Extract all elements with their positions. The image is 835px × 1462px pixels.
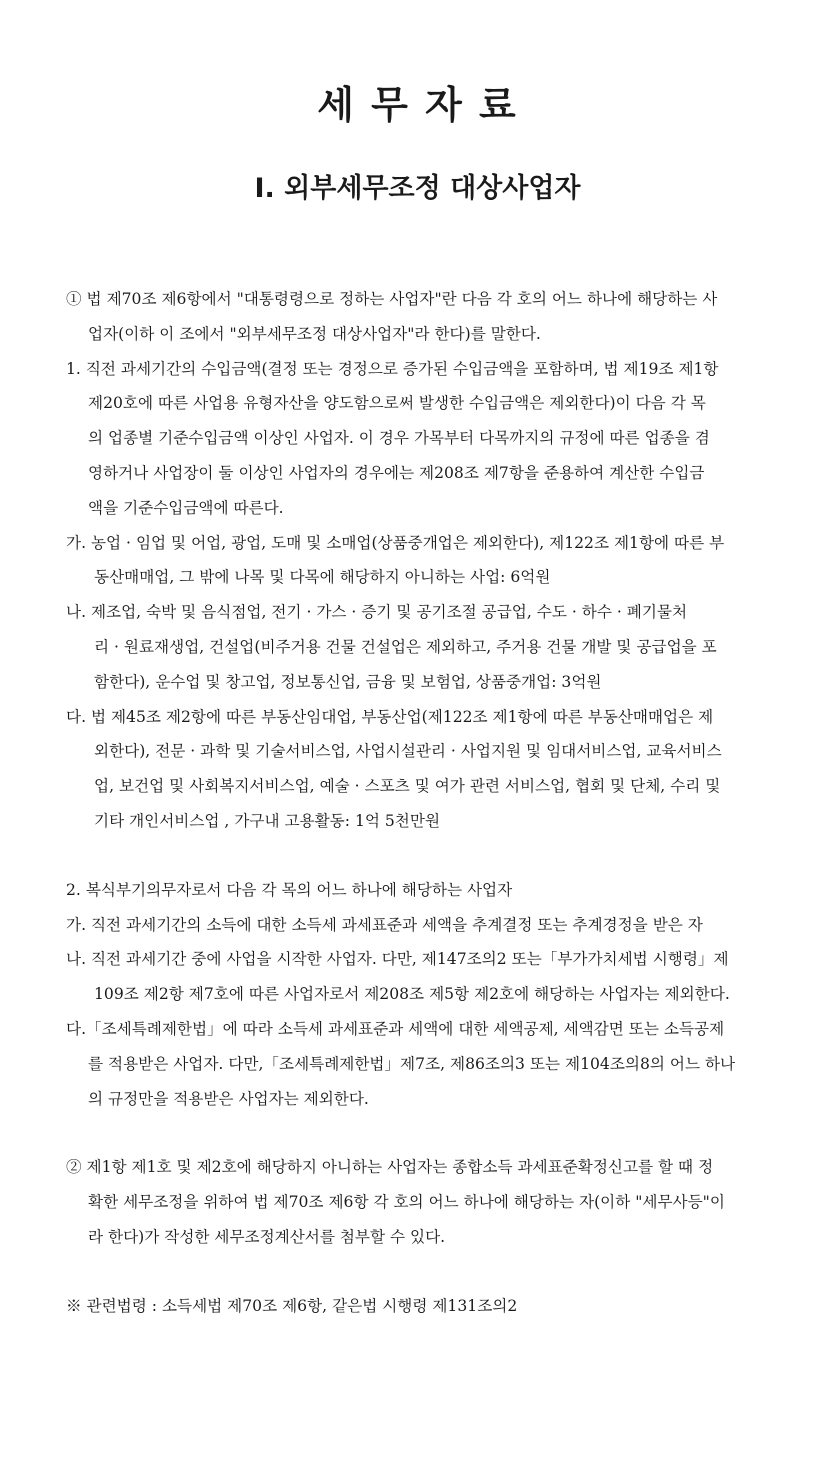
paragraph-spacer xyxy=(66,1116,768,1150)
paragraph-line: 2. 복식부기의무자로서 다음 각 목의 어느 하나에 해당하는 사업자 xyxy=(66,880,513,899)
paragraph-line: 나. 제조업, 숙박 및 음식점업, 전기 · 가스 · 증기 및 공기조절 공급업, 수도 · 하수 · 폐기물처 xyxy=(66,603,688,622)
paragraph xyxy=(66,1150,768,1254)
paragraph-line: 1. 직전 과세기간의 수입금액(결정 또는 경정으로 증가된 수입금액을 포함하며, 법 제19조 제1항 xyxy=(66,359,719,378)
paragraph-line: 제20호에 따른 사업용 유형자산을 양도함으로써 발생한 수입금액은 제외한다)이 다음 각 목 xyxy=(88,394,706,413)
paragraph-line: 를 적용받은 사업자. 다만,「조세특례제한법」제7조, 제86조의3 또는 제104조의8의 어느 하나 xyxy=(88,1054,736,1073)
paragraph-line: 액을 기준수입금액에 따른다. xyxy=(88,498,284,517)
document-body xyxy=(66,282,768,1324)
paragraph-line: 업자(이하 이 조에서 "외부세무조정 대상사업자"라 한다)를 말한다. xyxy=(88,324,541,343)
paragraph xyxy=(66,873,768,908)
paragraph-line: 리 · 원료재생업, 건설업(비주거용 건물 건설업은 제외하고, 주거용 건물 개발 및 공급업을 포 xyxy=(94,637,717,656)
paragraph-line: 의 규정만을 적용받은 사업자는 제외한다. xyxy=(88,1089,369,1108)
paragraph xyxy=(66,700,768,839)
paragraph-line: 의 업종별 기준수입금액 이상인 사업자. 이 경우 가목부터 다목까지의 규정에 따른 업종을 겸 xyxy=(88,429,710,448)
paragraph-line: 업, 보건업 및 사회복지서비스업, 예술 · 스포츠 및 여가 관련 서비스업, 협회 및 단체, 수리 및 xyxy=(94,777,721,796)
paragraph xyxy=(66,526,768,596)
paragraph-line: 나. 직전 과세기간 중에 사업을 시작한 사업자. 다만, 제147조의2 또는「부가가치세법 시행령」제 xyxy=(66,950,729,969)
paragraph xyxy=(66,595,768,699)
section-title: Ⅰ. 외부세무조정 대상사업자 xyxy=(254,173,581,204)
paragraph-spacer xyxy=(66,1255,768,1289)
paragraph-line: 다. 법 제45조 제2항에 따른 부동산임대업, 부동산업(제122조 제1항에 따른 부동산매매업은 제 xyxy=(66,707,714,726)
paragraph-line: 영하거나 사업장이 둘 이상인 사업자의 경우에는 제208조 제7항을 준용하여 계산한 수입금 xyxy=(88,463,705,482)
paragraph-line: 109조 제2항 제7호에 따른 사업자로서 제208조 제5항 제2호에 해당하는 사업자는 제외한다. xyxy=(94,985,730,1004)
paragraph-line: ※ 관련법령 : 소득세법 제70조 제6항, 같은법 시행령 제131조의2 xyxy=(66,1296,518,1315)
paragraph-line: 함한다), 운수업 및 창고업, 정보통신업, 금융 및 보험업, 상품중개업: 3억원 xyxy=(94,672,602,691)
paragraph-line: 외한다), 전문 · 과학 및 기술서비스업, 사업시설관리 · 사업지원 및 임대서비스업, 교육서비스 xyxy=(94,742,722,761)
document-title: 세 무 자 료 xyxy=(317,83,518,127)
paragraph-line: 가. 직전 과세기간의 소득에 대한 소득세 과세표준과 세액을 추계결정 또는 추계경정을 받은 자 xyxy=(66,915,703,934)
paragraph-line: ① 법 제70조 제6항에서 "대통령령으로 정하는 사업자"란 다음 각 호의 어느 하나에 해당하는 사 xyxy=(66,290,718,308)
paragraph xyxy=(66,908,768,943)
paragraph-spacer xyxy=(66,839,768,873)
paragraph xyxy=(66,942,768,1012)
paragraph-line: 기타 개인서비스업 , 가구내 고용활동: 1억 5천만원 xyxy=(94,811,441,830)
paragraph xyxy=(66,352,768,526)
paragraph-line: 라 한다)가 작성한 세무조정계산서를 첨부할 수 있다. xyxy=(88,1227,446,1246)
paragraph-line: 가. 농업 · 임업 및 어업, 광업, 도매 및 소매업(상품중개업은 제외한다), 제122조 제1항에 따른 부 xyxy=(66,533,725,552)
paragraph-line: ② 제1항 제1호 및 제2호에 해당하지 아니하는 사업자는 종합소득 과세표준확정신고를 할 때 정 xyxy=(66,1158,714,1177)
paragraph-line: 확한 세무조정을 위하여 법 제70조 제6항 각 호의 어느 하나에 해당하는 자(이하 "세무사등"이 xyxy=(88,1193,725,1212)
paragraph xyxy=(66,1289,768,1324)
paragraph-line: 다.「조세특례제한법」에 따라 소득세 과세표준과 세액에 대한 세액공제, 세액감면 또는 소득공제 xyxy=(66,1019,725,1038)
paragraph xyxy=(66,282,768,352)
paragraph xyxy=(66,1012,768,1116)
paragraph-line: 동산매매업, 그 밖에 나목 및 다목에 해당하지 아니하는 사업: 6억원 xyxy=(94,568,551,587)
